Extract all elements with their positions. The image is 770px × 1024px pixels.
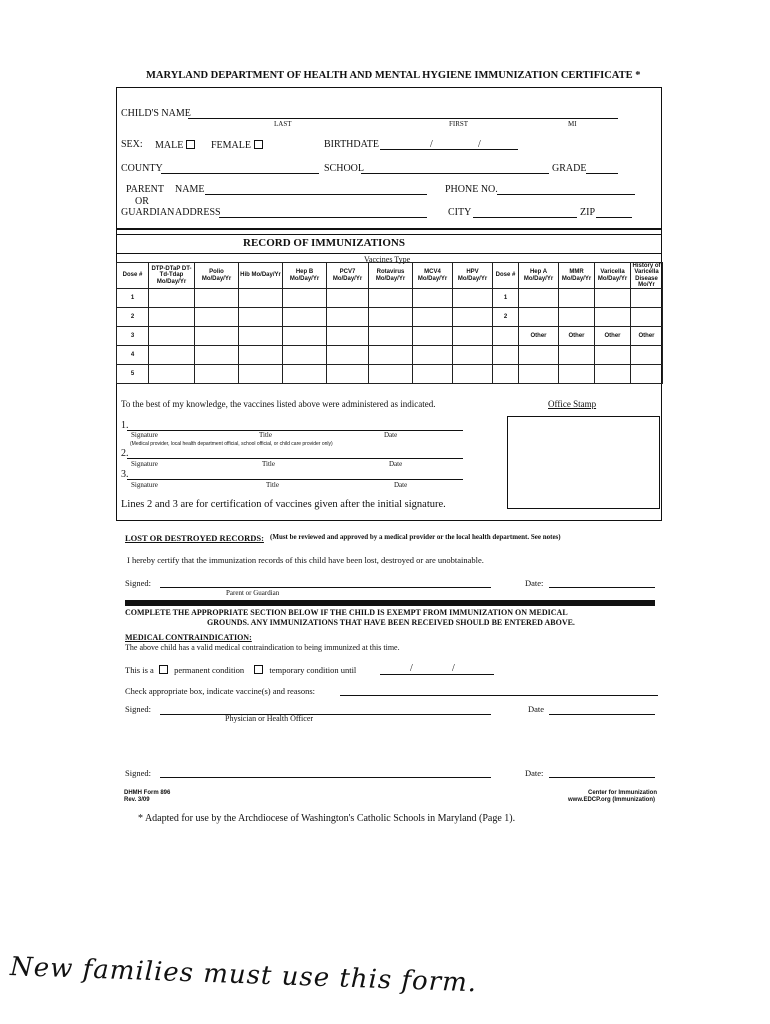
grade-field[interactable] (586, 173, 618, 174)
date-cell[interactable] (559, 308, 595, 327)
date-cell[interactable] (239, 346, 283, 365)
other-cell-1[interactable]: Other (519, 327, 559, 346)
date-cell[interactable] (453, 308, 493, 327)
record-mid-rule (116, 253, 662, 254)
medical-date-line[interactable] (549, 714, 655, 715)
until-slash-1: / (410, 663, 413, 674)
date-cell[interactable] (283, 308, 327, 327)
vaccines-type-label: Vaccines Type (364, 255, 411, 264)
date-label-2: Date (389, 460, 403, 468)
header-mcv4: MCV4 Mo/Day/Yr (413, 263, 453, 289)
childs-name-label: CHILD'S NAME (121, 108, 191, 119)
date-cell[interactable] (327, 289, 369, 308)
date-cell[interactable] (519, 308, 559, 327)
check-boxes-label: Check appropriate box, indicate vaccine(s) and reasons: (125, 686, 315, 696)
parent-name-label: NAME (175, 184, 205, 195)
date-cell[interactable] (149, 289, 195, 308)
temporary-checkbox[interactable] (254, 665, 263, 674)
sig-line-number-1: 1. (121, 420, 129, 431)
lost-date-line[interactable] (549, 587, 655, 588)
exempt-bar (125, 600, 655, 606)
zip-field[interactable] (596, 217, 632, 218)
date-cell[interactable] (195, 289, 239, 308)
date-cell[interactable] (519, 346, 559, 365)
sig-line-number-2: 2. (121, 448, 129, 459)
other-cell-3[interactable]: Other (595, 327, 631, 346)
until-slash-2: / (452, 663, 455, 674)
date-cell[interactable] (413, 308, 453, 327)
address-field[interactable] (219, 217, 427, 218)
date-cell[interactable] (631, 346, 663, 365)
date-cell[interactable] (239, 289, 283, 308)
header-polio: Polio Mo/Day/Yr (195, 263, 239, 289)
date-cell[interactable] (369, 327, 413, 346)
date-cell[interactable] (519, 365, 559, 384)
signature-label-1: Signature (131, 431, 158, 439)
date-cell[interactable] (149, 346, 195, 365)
date-cell[interactable] (631, 289, 663, 308)
dose-number: 2 (117, 308, 149, 327)
title-label-1: Title (259, 431, 272, 439)
table-row (117, 365, 663, 384)
parent-label: PARENT (126, 184, 164, 195)
immunization-table (116, 262, 663, 384)
header-mmr: MMR Mo/Day/Yr (559, 263, 595, 289)
header-dtp: DTP-DTaP DT-Td-Tdap Mo/Day/Yr (149, 263, 195, 289)
date-cell[interactable] (595, 365, 631, 384)
county-field[interactable] (161, 173, 319, 174)
date-cell[interactable] (413, 365, 453, 384)
temporary-label: temporary condition until (269, 665, 357, 675)
birthdate-field[interactable] (380, 149, 518, 150)
date-cell[interactable] (283, 327, 327, 346)
birthdate-slash-1: / (430, 139, 433, 150)
zip-label: ZIP (580, 207, 595, 218)
permanent-checkbox[interactable] (159, 665, 168, 674)
reasons-line[interactable] (340, 695, 658, 696)
header-hepa: Hep A Mo/Day/Yr (519, 263, 559, 289)
certify-statement: To the best of my knowledge, the vaccines listed above were administered as indicated. (121, 399, 436, 409)
form-title: MARYLAND DEPARTMENT OF HEALTH AND MENTAL HYGIENE IMMUNIZATION CERTIFICATE * (146, 70, 641, 81)
dose-number: 5 (117, 365, 149, 384)
date-cell[interactable] (149, 365, 195, 384)
date-cell[interactable] (559, 289, 595, 308)
dose-number-right (493, 346, 519, 365)
address-label: ADDRESS (175, 207, 221, 218)
signature-line-3[interactable] (127, 479, 463, 480)
date-cell[interactable] (413, 346, 453, 365)
medical-heading: MEDICAL CONTRAINDICATION: (125, 633, 252, 642)
date-cell[interactable] (327, 346, 369, 365)
date-cell[interactable] (283, 346, 327, 365)
other-cell-4[interactable]: Other (631, 327, 663, 346)
exempt-line-2: GROUNDS. ANY IMMUNIZATIONS THAT HAVE BEEN RECEIVED SHOULD BE ENTERED ABOVE. (207, 618, 575, 627)
date-cell[interactable] (595, 346, 631, 365)
date-cell[interactable] (559, 365, 595, 384)
female-label: FEMALE (211, 140, 251, 151)
table-header-row (117, 263, 663, 289)
office-stamp-box (507, 416, 660, 509)
dose-number-right: 1 (493, 289, 519, 308)
second-signature-line[interactable] (160, 777, 491, 778)
date-cell[interactable] (631, 365, 663, 384)
form-number: DHMH Form 896 (124, 790, 171, 796)
physician-label: Physician or Health Officer (225, 714, 314, 723)
other-cell-2[interactable]: Other (559, 327, 595, 346)
or-label: OR (135, 196, 149, 207)
dose-number-right: 2 (493, 308, 519, 327)
dose-number-right (493, 365, 519, 384)
date-cell[interactable] (327, 365, 369, 384)
date-cell[interactable] (595, 308, 631, 327)
county-label: COUNTY (121, 163, 163, 174)
physician-signature-line[interactable] (160, 714, 491, 715)
table-row (117, 289, 663, 308)
dose-number: 4 (117, 346, 149, 365)
lines-note: Lines 2 and 3 are for certification of vaccines given after the initial signature. (121, 499, 446, 510)
lost-signature-line[interactable] (160, 587, 491, 588)
condition-row (125, 665, 356, 675)
header-dose-left: Dose # (117, 263, 149, 289)
header-varicella: Varicella Mo/Day/Yr (595, 263, 631, 289)
date-cell[interactable] (595, 289, 631, 308)
provider-note: (Medical provider, local health department official, school official, or child care provider only) (130, 441, 333, 447)
sig-line-number-3: 3. (121, 469, 129, 480)
lost-note: (Must be reviewed and approved by a medical provider or the local health department. See notes) (270, 533, 561, 541)
grade-label: GRADE (552, 163, 587, 174)
city-field[interactable] (473, 217, 577, 218)
date-cell[interactable] (195, 327, 239, 346)
mi-label: MI (568, 120, 577, 128)
date-cell[interactable] (239, 308, 283, 327)
phone-label: PHONE NO. (445, 184, 498, 195)
date-cell[interactable] (239, 365, 283, 384)
handwritten-note: New families must use this form. (9, 952, 478, 999)
table-row (117, 308, 663, 327)
date-cell[interactable] (149, 327, 195, 346)
second-date-line[interactable] (549, 777, 655, 778)
date-label-3: Date (394, 481, 408, 489)
header-rotavirus: Rotavirus Mo/Day/Yr (369, 263, 413, 289)
birthdate-label: BIRTHDATE (324, 139, 379, 150)
parent-guardian-label: Parent or Guardian (226, 589, 280, 597)
male-option[interactable] (155, 140, 195, 151)
date-cell[interactable] (195, 346, 239, 365)
lost-certify: I hereby certify that the immunization records of this child have been lost, destroyed or are unobtainable. (127, 555, 484, 565)
adapted-note: * Adapted for use by the Archdiocese of Washington's Catholic Schools in Maryland (Page 1). (138, 813, 516, 824)
date-cell[interactable] (283, 365, 327, 384)
date-cell[interactable] (453, 289, 493, 308)
lost-heading: LOST OR DESTROYED RECORDS: (125, 533, 264, 543)
date-cell[interactable] (413, 289, 453, 308)
date-cell[interactable] (327, 327, 369, 346)
city-label: CITY (448, 207, 472, 218)
header-hib: Hib Mo/Day/Yr (239, 263, 283, 289)
record-top-rule-2 (116, 234, 662, 235)
date-cell[interactable] (369, 308, 413, 327)
school-label: SCHOOL (324, 163, 365, 174)
form-revision: Rev. 3/09 (124, 797, 150, 803)
until-date-line[interactable] (380, 674, 494, 675)
last-name-label: LAST (274, 120, 292, 128)
date-cell[interactable] (283, 289, 327, 308)
signature-line-2[interactable] (127, 458, 463, 459)
guardian-label: GUARDIAN (121, 207, 175, 218)
date-cell[interactable] (453, 365, 493, 384)
date-cell[interactable] (519, 289, 559, 308)
header-hepb: Hep B Mo/Day/Yr (283, 263, 327, 289)
date-cell[interactable] (453, 327, 493, 346)
male-checkbox[interactable] (186, 140, 195, 149)
date-cell[interactable] (149, 308, 195, 327)
signature-label-2: Signature (131, 460, 158, 468)
lost-date-label: Date: (525, 578, 544, 588)
header-dose-right: Dose # (493, 263, 519, 289)
male-label: MALE (155, 140, 184, 151)
date-cell[interactable] (239, 327, 283, 346)
date-cell[interactable] (327, 308, 369, 327)
childs-name-field[interactable] (188, 118, 618, 119)
date-cell[interactable] (195, 308, 239, 327)
permanent-label: permanent condition (174, 665, 245, 675)
date-cell[interactable] (369, 289, 413, 308)
birthdate-slash-2: / (478, 139, 481, 150)
date-cell[interactable] (631, 308, 663, 327)
title-label-2: Title (262, 460, 275, 468)
sex-label: SEX: (121, 139, 143, 150)
exempt-line-1: COMPLETE THE APPROPRIATE SECTION BELOW IF THE CHILD IS EXEMPT FROM IMMUNIZATION ON MEDICAL (125, 608, 568, 617)
school-field[interactable] (361, 173, 549, 174)
date-label-1: Date (384, 431, 398, 439)
date-cell[interactable] (559, 346, 595, 365)
medical-signed-label: Signed: (125, 704, 151, 714)
lost-signed-label: Signed: (125, 578, 151, 588)
date-cell[interactable] (369, 346, 413, 365)
record-top-rule (116, 228, 662, 230)
office-stamp-label: Office Stamp (548, 399, 597, 409)
dose-number: 3 (117, 327, 149, 346)
header-varicella-history: History of Varicella Disease Mo/Yr (632, 263, 661, 288)
center-url: www.EDCP.org (Immunization) (568, 797, 656, 803)
dose-number-right (493, 327, 519, 346)
parent-name-field[interactable] (205, 194, 427, 195)
date-cell[interactable] (453, 346, 493, 365)
title-label-3: Title (266, 481, 279, 489)
table-row (117, 346, 663, 365)
date-cell[interactable] (413, 327, 453, 346)
signature-label-3: Signature (131, 481, 158, 489)
header-hpv: HPV Mo/Day/Yr (453, 263, 493, 289)
header-pcv7: PCV7 Mo/Day/Yr (327, 263, 369, 289)
first-name-label: FIRST (449, 120, 469, 128)
signature-line-1[interactable] (127, 430, 463, 431)
signed-label-2: Signed: (125, 768, 151, 778)
this-is-a-label: This is a (125, 665, 154, 675)
date-label-bottom: Date: (525, 768, 544, 778)
date-cell[interactable] (195, 365, 239, 384)
phone-field[interactable] (497, 194, 635, 195)
female-checkbox[interactable] (254, 140, 263, 149)
table-row (117, 327, 663, 346)
center-label: Center for Immunization (588, 790, 658, 796)
medical-desc: The above child has a valid medical contraindication to being immunized at this time. (125, 643, 400, 652)
medical-date-label: Date (528, 704, 545, 714)
dose-number: 1 (117, 289, 149, 308)
record-title: RECORD OF IMMUNIZATIONS (243, 237, 405, 249)
date-cell[interactable] (369, 365, 413, 384)
female-option[interactable] (211, 140, 263, 151)
